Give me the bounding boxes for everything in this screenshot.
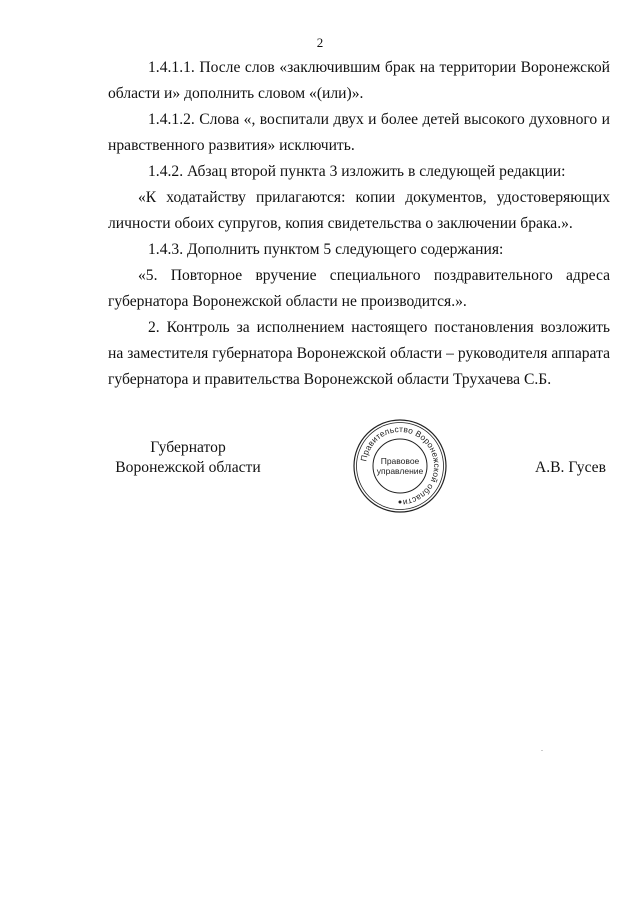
page-number: 2 (316, 35, 324, 50)
document-body (108, 55, 610, 393)
official-stamp (352, 418, 448, 514)
signature-title-line-2: Воронежской области (115, 459, 261, 476)
stamp-star-dot (399, 501, 402, 504)
paragraph-1-4-1-1: 1.4.1.1. После слов «заключившим брак на территории Воронежской области и» дополнить словом «(или)». (108, 59, 610, 102)
stamp-center-line-2: управление (376, 466, 424, 476)
signature-title (108, 438, 268, 478)
paragraph-quote-attachments: «К ходатайству прилагаются: копии документов, удостоверяющих личности обоих супругов, копия свидетельства о заключении брака.». (108, 189, 610, 232)
signature-name: А.В. Гусев (535, 459, 606, 476)
paragraph-1-4-1-2: 1.4.1.2. Слова «, воспитали двух и более детей высокого духовного и нравственного развития» исключить. (108, 111, 610, 154)
paragraph-1-4-3: 1.4.3. Дополнить пунктом 5 следующего содержания: (148, 241, 504, 258)
scan-speck (541, 750, 543, 751)
paragraph-2-control: 2. Контроль за исполнением настоящего постановления возложить на заместителя губернатора Воронежской области – руководителя аппарата губернатора и правительства Воронежской области Трухачева С.Б. (108, 319, 610, 388)
paragraph-quote-point-5: «5. Повторное вручение специального поздравительного адреса губернатора Воронежской области не производится.». (108, 267, 610, 310)
paragraph-1-4-2: 1.4.2. Абзац второй пункта 3 изложить в следующей редакции: (148, 163, 566, 180)
stamp-ring-text: Правительство Воронежской области (358, 423, 443, 508)
stamp-center-line-1: Правовое (380, 456, 420, 466)
signature-title-line-1: Губернатор (150, 439, 226, 456)
